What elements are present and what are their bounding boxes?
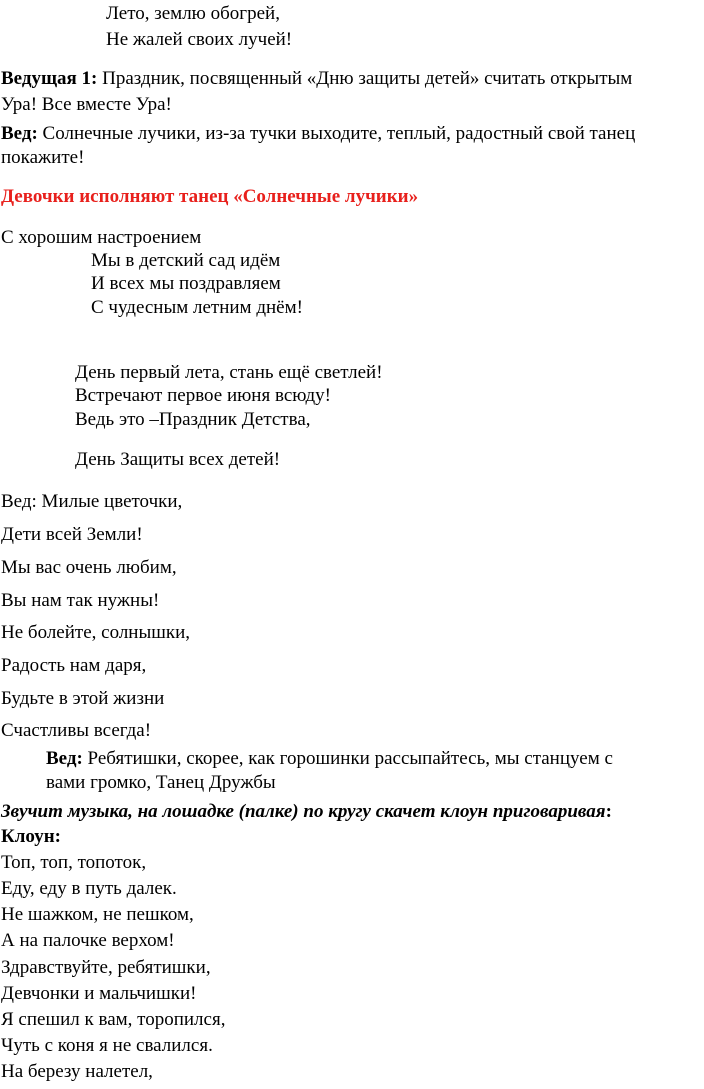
poem2-line-3: Ведь это –Праздник Детства, bbox=[75, 409, 311, 430]
dance-heading: Девочки исполняют танец «Солнечные лучики» bbox=[1, 186, 419, 207]
host1-text-1: Праздник, посвященный «Дню защиты детей» считать открытым bbox=[97, 68, 633, 89]
poem3-line-4: Вы нам так нужны! bbox=[1, 590, 160, 611]
host1-label: Ведущая 1: bbox=[1, 68, 98, 89]
clown-line-6: Девчонки и мальчишки! bbox=[1, 983, 197, 1004]
host2-text-1: Солнечные лучики, из-за тучки выходите, теплый, радостный свой танец bbox=[37, 123, 636, 144]
host3-label: Вед: bbox=[46, 748, 83, 769]
poem2-line-2: Встречают первое июня всюду! bbox=[75, 385, 331, 406]
clown-line-3: Не шажком, не пешком, bbox=[1, 904, 194, 925]
clown-line-5: Здравствуйте, ребятишки, bbox=[1, 957, 211, 978]
poem1-line-2: Мы в детский сад идём bbox=[91, 250, 281, 271]
poem-intro-line-2: Не жалей своих лучей! bbox=[106, 29, 293, 50]
clown-line-8: Чуть с коня я не свалился. bbox=[1, 1035, 213, 1056]
stage-direction-colon: : bbox=[605, 801, 612, 822]
poem3-line-8: Счастливы всегда! bbox=[1, 720, 152, 741]
poem3-line-6: Радость нам даря, bbox=[1, 655, 147, 676]
clown-line-9: На березу налетел, bbox=[1, 1061, 153, 1082]
poem2-line-4: День Защиты всех детей! bbox=[75, 449, 281, 470]
poem3-line-3: Мы вас очень любим, bbox=[1, 557, 177, 578]
poem-intro-line-1: Лето, землю обогрей, bbox=[106, 3, 280, 24]
stage-direction-text: Звучит музыка, на лошадке (палке) по кругу скачет клоун приговаривая bbox=[1, 801, 606, 822]
host3-line-2: вами громко, Танец Дружбы bbox=[46, 772, 276, 793]
poem3-line-1: Вед: Милые цветочки, bbox=[1, 491, 183, 512]
clown-line-1: Топ, топ, топоток, bbox=[1, 852, 147, 873]
host2-line-1 bbox=[1, 123, 635, 145]
poem1-line-1: С хорошим настроением bbox=[1, 227, 202, 248]
poem1-line-4: С чудесным летним днём! bbox=[91, 297, 303, 318]
clown-line-7: Я спешил к вам, торопился, bbox=[1, 1009, 226, 1030]
host2-label: Вед: bbox=[1, 123, 38, 144]
clown-line-2: Еду, еду в путь далек. bbox=[1, 878, 177, 899]
clown-label: Клоун: bbox=[1, 826, 61, 847]
host1-line-2: Ура! Все вместе Ура! bbox=[1, 94, 172, 115]
poem2-line-1: День первый лета, стань ещё светлей! bbox=[75, 362, 383, 383]
poem3-line-5: Не болейте, солнышки, bbox=[1, 622, 191, 643]
stage-direction bbox=[1, 801, 612, 823]
poem1-line-3: И всех мы поздравляем bbox=[91, 273, 281, 294]
poem3-line-2: Дети всей Земли! bbox=[1, 524, 143, 545]
poem3-line-7: Будьте в этой жизни bbox=[1, 688, 165, 709]
host3-text-1: Ребятишки, скорее, как горошинки рассыпайтесь, мы станцуем с bbox=[82, 748, 613, 769]
host1-line-1 bbox=[1, 68, 632, 90]
clown-line-4: А на палочке верхом! bbox=[1, 930, 175, 951]
host3-line-1 bbox=[46, 748, 702, 770]
host2-line-2: покажите! bbox=[1, 147, 85, 168]
